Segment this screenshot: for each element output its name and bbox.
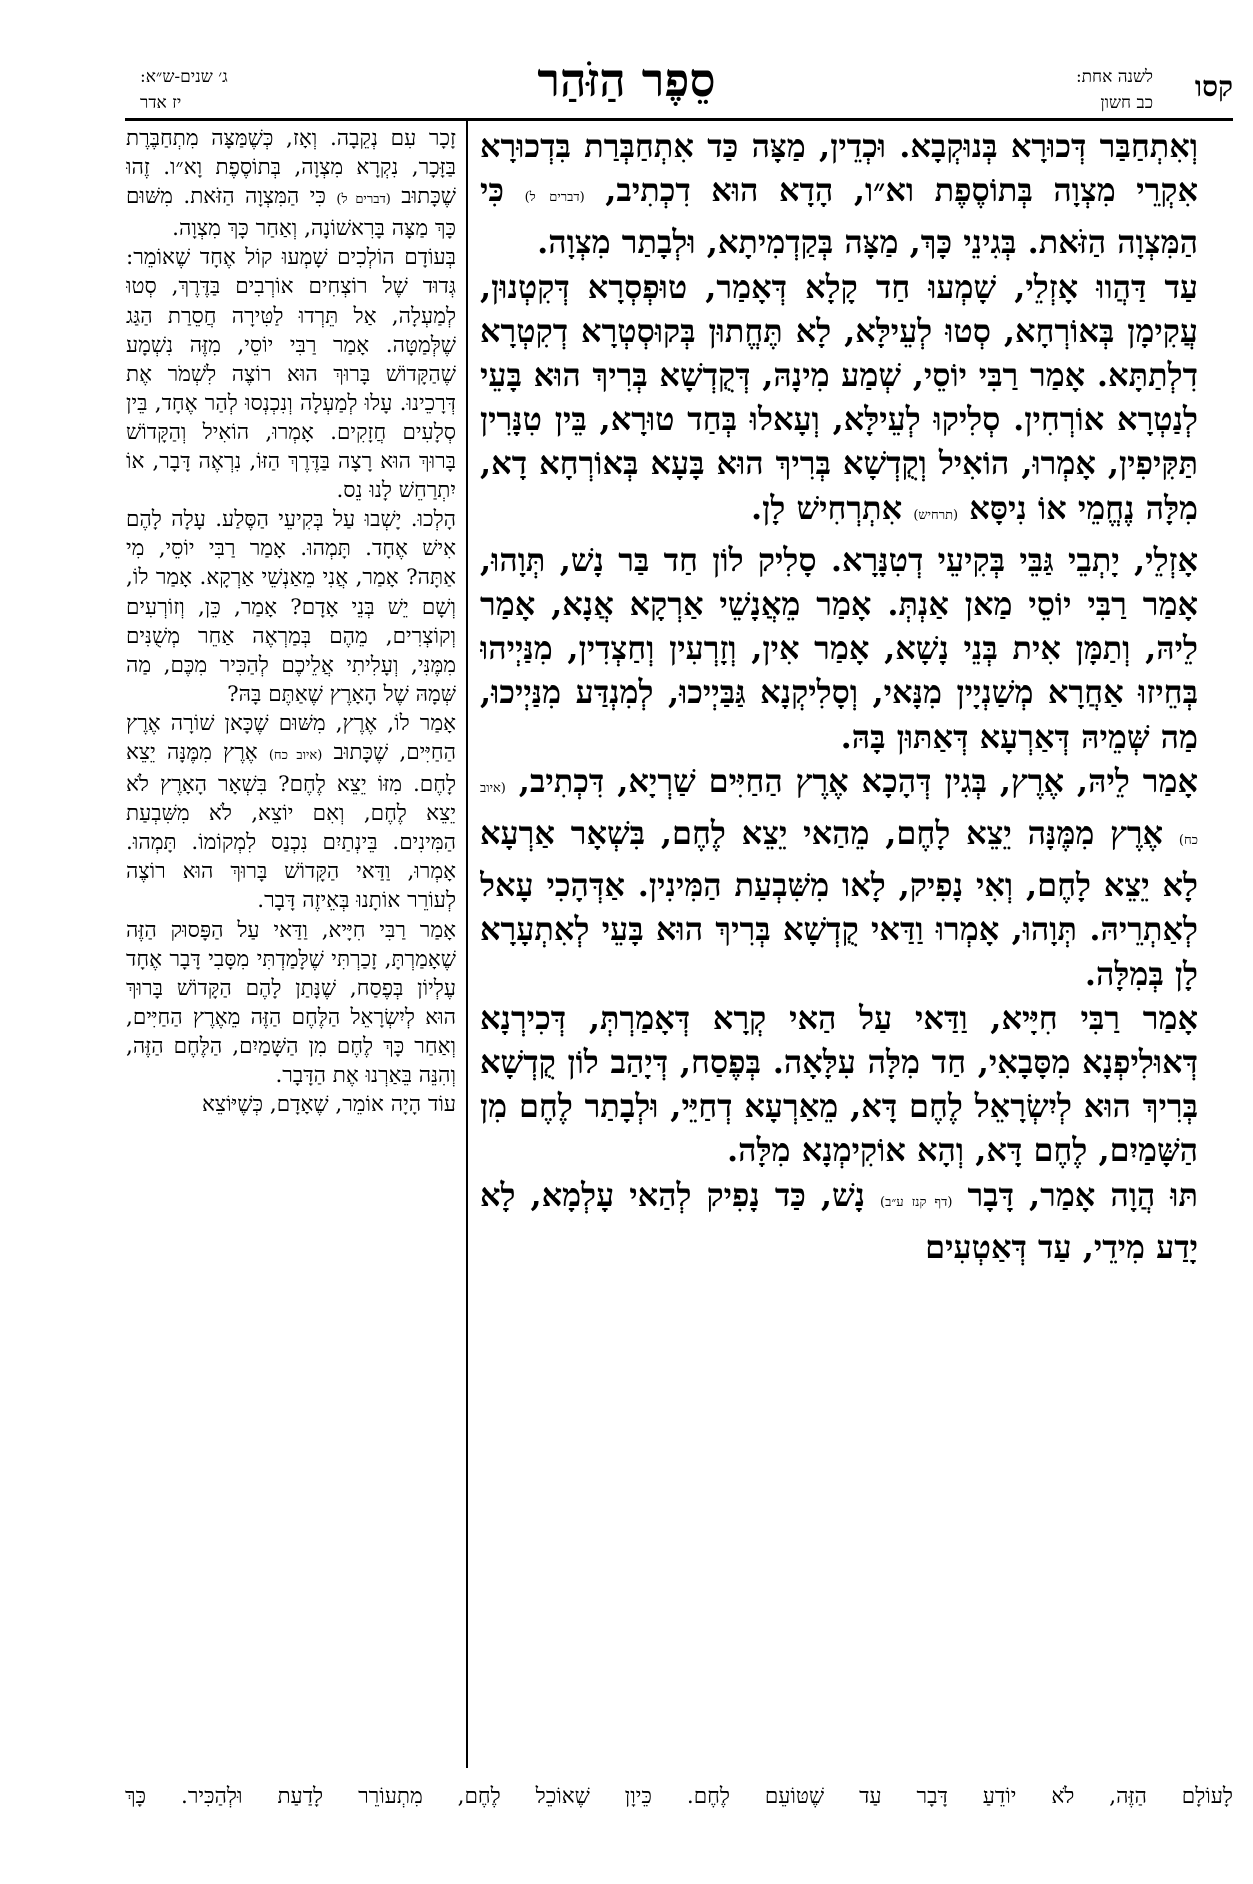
aramaic-text-segment: עַד דַּהֲווּ אָזְלֵי, שָׁמְעוּ חַד קָלָא דְּאָמַר, טוּפְסְרָא דְּקִטְנוּן, עֲקִימָן בְּאוֹרְחָא, סְטוּ לְעֵילָּא, לָא תֶּחֱתוּן בְּקוּסְטְרָא דְקִטְרָא דִלְתַתָּא. אָמַר רַבִּי יוֹסֵי, שְׁמַע מִינָהּ, דְּקֻדְשָׁא בְּרִיךְ הוּא בָּעֵי לְנַטְרָא אוֹרְחִין. סְלִיקוּ לְעֵילָּא, וְעָאלוּ בְּחַד טוּרָא, בֵּין טִנָּרִין תַּקִּיפִין, אָמְרוּ, הוֹאִיל וְקֻדְשָׁא בְּרִיךְ הוּא בָּעָא בְּאוֹרְחָא דָא, מִלָּה נֶחֱמֵי אוֹ נִיסָּא xyxy=(480,267,1198,527)
hebrew-text-segment: אֶרֶץ מִמֶּנָּה יֵצֵא לָחֶם. מִזּוֹ יֵצֵא לֶחֶם? בִּשְׁאָר הָאָרֶץ לֹא יֵצֵא לֶחֶם, וְאִם יוֹצֵא, לֹא מִשִּׁבְעַת הַמִּינִים. בֵּינְתַיִם נִכְנַס לִמְקוֹמוֹ. תָּמְהוּ. אָמְרוּ, וַדַּאי הַקָּדוֹשׁ בָּרוּךְ הוּא רוֹצֶה לְעוֹרֵר אוֹתָנוּ בְּאֵיזֶה דָּבָר. xyxy=(126,739,456,914)
hebrew-paragraph xyxy=(126,916,456,1091)
aramaic-text-segment: אָזְלֵי, יָתְבֵי גַּבֵּי בְּקִיעֵי דְטִנָּרָא. סָלִיק לוֹן חַד בַּר נָשׁ, תְּוָהוּ, אָמַר רַבִּי יוֹסֵי מַאן אַנְתְּ. אָמַר מֵאֲנָשֵׁי אַרְקָא אֲנָא, אָמַר לֵיהּ, וְתַמָּן אִית בְּנֵי נָשָׁא, אָמַר אִין, וְזָרְעִין וְחַצְדִין, מִנַּיְיהוּ בְּחֵיזוּ אַחֲרָא מְשַׁנְיָין מִנָּאי, וְסָלִיקְנָא גַּבַּיְיכוּ, לְמִנְדַּע מִנַּיְיכוּ, מַה שְּׁמֵיהּ דְּאַרְעָא דְּאַתּוּן בָּהּ. xyxy=(480,540,1198,756)
schedule-date-one-year: כב חשון xyxy=(1100,93,1153,113)
hebrew-paragraph xyxy=(126,505,456,709)
aramaic-text-segment: אִתְרְחִישׁ לָן. xyxy=(751,488,914,527)
aramaic-text-segment: אָמַר לֵיהּ, אֶרֶץ, בְּגִין דְּהָכָא אֶרֶץ הַחַיִּים שַׁרְיָא, דִּכְתִיב, xyxy=(505,761,1198,800)
aramaic-text-segment: כִּי הַמִּצְוָה הַזֹּאת. בְּגִינֵי כָּךְ, מַצָּה בְּקַדְמִיתָא, וּלְבָתַר מִצְוָה. xyxy=(480,171,1198,262)
hebrew-paragraph xyxy=(126,709,456,916)
aramaic-paragraph xyxy=(480,1173,1198,1269)
bottom-continuation-line: לָעוֹלָם הַזֶּה, לֹא יוֹדֵעַ דָּבָר עַד שֶׁטּוֹעֵם לֶחֶם. כֵּיוָן שֶׁאוֹכֵל לֶחֶם, מִתְעוֹרֵר לָדַעַת וּלְהַכִּיר. כָּךְ xyxy=(125,1784,1233,1809)
aramaic-paragraph xyxy=(480,265,1198,538)
book-title: סֵפֶר הַזֹּהַר xyxy=(537,53,716,107)
schedule-date-three-year: יז אדר xyxy=(140,93,182,113)
schedule-label-three-year: ג׳ שנים-ש״א: xyxy=(140,67,228,87)
schedule-label-one-year: לשנה אחת: xyxy=(1075,67,1153,87)
header-rule xyxy=(125,118,1233,121)
source-reference: (איוב כח) xyxy=(268,747,323,763)
source-reference: (דף קנז ע״ב) xyxy=(880,1194,953,1210)
hebrew-paragraph xyxy=(126,1090,456,1119)
aramaic-text-segment: נָשׁ, כַּד נָפִיק לְהַאי עָלְמָא, לָא יָדַע מִידֵי, עַד דְּאַטְעִים xyxy=(480,1175,1198,1266)
source-reference: (תרחיש) xyxy=(913,507,959,523)
source-reference: (איוב כח) xyxy=(480,780,1198,849)
aramaic-text-column xyxy=(480,124,1198,1779)
aramaic-paragraph xyxy=(480,124,1198,265)
hebrew-paragraph xyxy=(126,243,456,505)
hebrew-text-segment: עוֹד הָיָה אוֹמֵר, שֶׁאָדָם, כְּשֶׁיּוֹצֵא xyxy=(201,1092,456,1118)
hebrew-text-segment: זָכָר עִם נְקֵבָה. וְאָז, כְּשֶׁמַּצָּה מִתְחַבֶּרֶת בַּזָּכָר, נִקְרָא מִצְוָה, בְּתוֹסֶפֶת וָא״ו. זֶהוּ שֶׁכָּתוּב xyxy=(126,126,456,210)
hebrew-text-segment: אָמַר לוֹ, אֶרֶץ, מִשּׁוּם שֶׁכָּאן שׁוֹרָה אֶרֶץ הַחַיִּים, שֶׁכָּתוּב xyxy=(126,710,456,765)
hebrew-text-segment: בְּעוֹדָם הוֹלְכִים שָׁמְעוּ קוֹל אֶחָד שֶׁאוֹמֵר: גְּדוּד שֶׁל רוֹצְחִים אוֹרְבִים בַּדֶּרֶךְ, סְטוּ לְמַעְלָה, אַל תֵּרְדוּ לַטִּירָה חֲסֵרַת הַגַּג שֶׁלְּמַטָּה. אָמַר רַבִּי יוֹסֵי, מִזֶּה נִשְׁמָע שֶׁהַקָּדוֹשׁ בָּרוּךְ הוּא רוֹצֶה לִשְׁמֹר אֶת דְּרָכֵינוּ. עָלוּ לְמַעְלָה וְנִכְנְסוּ לְהַר אֶחָד, בֵּין סְלָעִים חֲזָקִים. אָמְרוּ, הוֹאִיל וְהַקָּדוֹשׁ בָּרוּךְ הוּא רָצָה בַּדֶּרֶךְ הַזּוֹ, נִרְאֶה דָּבָר, אוֹ יִתְרַחֵשׁ לָנוּ נֵס. xyxy=(126,245,456,504)
aramaic-paragraph xyxy=(480,759,1198,996)
aramaic-text-segment: אָמַר רַבִּי חִיָּיא, וַדַּאי עַל הַאי קְרָא דְּאָמַרְתְּ, דְּכִירְנָא דְּאוּלִיפְנָא מִסָּבָאִי, חַד מִלָּה עִלָּאָה. בְּפֶסַח, דְּיָהַב לוֹן קֻדְשָׁא בְּרִיךְ הוּא לְיִשְׂרָאֵל לֶחֶם דָּא, מֵאַרְעָא דְחַיֵּי, וּלְבָתַר לֶחֶם מִן הַשָּׁמַיִם, לֶחֶם דָּא, וְהָא אוֹקִימְנָא מִלָּה. xyxy=(480,998,1198,1170)
aramaic-text-segment: אֶרֶץ מִמֶּנָּה יֵצֵא לָחֶם, מֵהַאי יֵצֵא לֶחֶם, בִּשְׁאָר אַרְעָא לָא יֵצֵא לָחֶם, וְאִי נָפִיק, לָאו מִשִּׁבְעַת הַמִּינִין. אַדְּהָכִי עָאל לְאַתְרֵיהּ. תְּוָהוּ, אָמְרוּ וַדַּאי קֻדְשָׁא בְּרִיךְ הוּא בָּעֵי לְאִתְעָרָא לָן בְּמִלָּה. xyxy=(480,814,1198,993)
hebrew-text-segment: אָמַר רַבִּי חִיָּיא, וַדַּאי עַל הַפָּסוּק הַזֶּה שֶׁאָמַרְתָּ, זָכַרְתִּי שֶׁלָּמַדְתִּי מִסָּבִי דָּבָר אֶחָד עֶלְיוֹן בְּפֶסַח, שֶׁנָּתַן לָהֶם הַקָּדוֹשׁ בָּרוּךְ הוּא לְיִשְׂרָאֵל הַלֶּחֶם הַזֶּה מֵאֶרֶץ הַחַיִּים, וְאַחַר כָּךְ לֶחֶם מִן הַשָּׁמַיִם, הַלֶּחֶם הַזֶּה, וְהִנֵּה בֵּאַרְנוּ אֶת הַדָּבָר. xyxy=(126,917,456,1088)
aramaic-text-segment: וְאִתְחַבַּר דְּכוּרָא בְּנוּקְבָא. וּכְדֵין, מַצָּה כַּד אִתְחַבְּרַת בִּדְכוּרָא אִקְרֵי מִצְוָה בְּתוֹסֶפֶת וא״ו, הָדָא הוּא דִכְתִיב, xyxy=(480,127,1198,210)
aramaic-paragraph xyxy=(480,996,1198,1173)
source-reference: (דברים ל) xyxy=(336,192,391,208)
header-reading-schedule-three-year xyxy=(140,64,360,116)
page-number: קסו xyxy=(1194,70,1233,103)
hebrew-paragraph xyxy=(126,124,456,243)
aramaic-text-segment: תּוּ הֲוָה אָמַר, דָּבָר xyxy=(952,1175,1198,1214)
source-reference: (דברים ל) xyxy=(524,190,585,206)
column-divider xyxy=(466,118,468,1768)
hebrew-translation-column xyxy=(126,124,456,1779)
hebrew-text-segment: כִּי הַמִּצְוָה הַזֹּאת. מִשּׁוּם כָּךְ מַצָּה בָּרִאשׁוֹנָה, וְאַחַר כָּךְ מִצְוָה. xyxy=(126,184,456,242)
hebrew-text-segment: הָלְכוּ. יָשְׁבוּ עַל בְּקִיעֵי הַסֶּלַע. עָלָה לָהֶם אִישׁ אֶחָד. תָּמְהוּ. אָמַר רַבִּי יוֹסֵי, מִי אַתָּה? אָמַר, אֲנִי מֵאַנְשֵׁי אַרְקָא. אָמַר לוֹ, וְשָׁם יֵשׁ בְּנֵי אָדָם? אָמַר, כֵּן, וְזוֹרְעִים וְקוֹצְרִים, מֵהֶם בְּמַרְאֶה אַחֵר מְשֻׁנִּים מִמֶּנִּי, וְעָלִיתִי אֲלֵיכֶם לְהַכִּיר מִכֶּם, מַה שְּׁמָהּ שֶׁל הָאָרֶץ שֶׁאַתֶּם בָּהּ? xyxy=(126,507,456,707)
aramaic-paragraph xyxy=(480,538,1198,759)
